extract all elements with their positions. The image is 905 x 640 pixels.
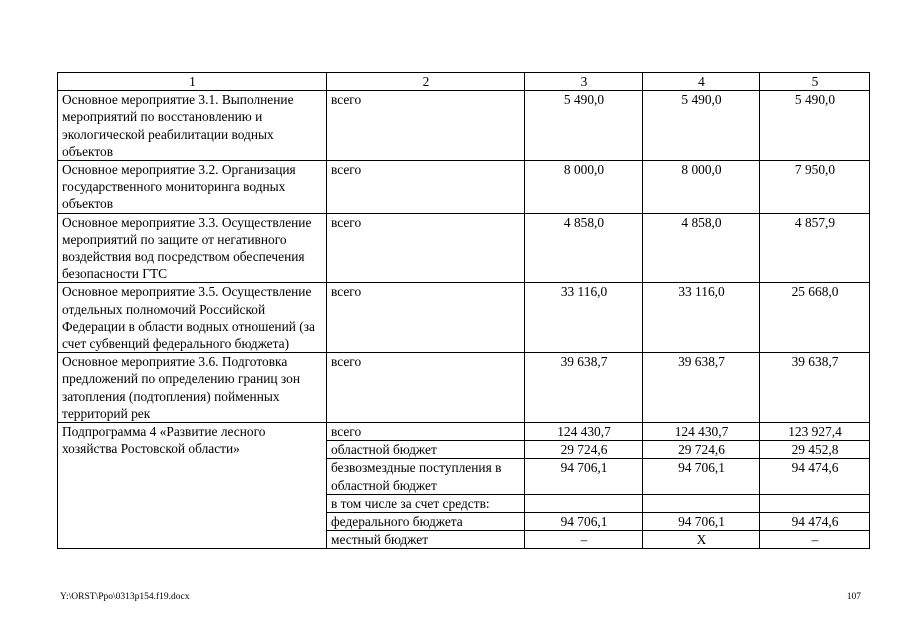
value-cell: 4 858,0	[525, 213, 643, 283]
value-cell: 124 430,7	[525, 423, 643, 441]
activity-name: Основное мероприятие 3.3. Осуществление мероприятий по защите от негативного воздействия вод посредством обеспечения безопасности ГТС	[58, 213, 327, 283]
value-cell: 8 000,0	[525, 161, 643, 214]
value-cell: –	[525, 531, 643, 549]
value-cell: 124 430,7	[643, 423, 760, 441]
funding-source: всего	[327, 423, 525, 441]
value-cell: Х	[643, 531, 760, 549]
value-cell: 29 452,8	[760, 441, 870, 459]
column-header: 1	[58, 73, 327, 91]
funding-source: всего	[327, 213, 525, 283]
value-cell: 7 950,0	[760, 161, 870, 214]
funding-source: всего	[327, 161, 525, 214]
value-cell: 94 706,1	[525, 459, 643, 494]
value-cell: 94 474,6	[760, 513, 870, 531]
value-cell: 25 668,0	[760, 283, 870, 353]
value-cell	[643, 494, 760, 512]
value-cell: 29 724,6	[643, 441, 760, 459]
table-row	[58, 423, 870, 441]
funding-source: всего	[327, 283, 525, 353]
value-cell: 123 927,4	[760, 423, 870, 441]
activity-name: Основное мероприятие 3.1. Выполнение мероприятий по восстановлению и экологической реабилитации водных объектов	[58, 91, 327, 161]
value-cell: 5 490,0	[643, 91, 760, 161]
value-cell: 33 116,0	[643, 283, 760, 353]
value-cell: 8 000,0	[643, 161, 760, 214]
value-cell: 4 858,0	[643, 213, 760, 283]
value-cell	[760, 494, 870, 512]
table-row	[58, 353, 870, 423]
table-header-row	[58, 73, 870, 91]
funding-source: всего	[327, 91, 525, 161]
value-cell	[525, 494, 643, 512]
table-row	[58, 283, 870, 353]
subprogram-name: Подпрограмма 4 «Развитие лесного хозяйства Ростовской области»	[58, 423, 327, 549]
value-cell: 5 490,0	[525, 91, 643, 161]
activity-name: Основное мероприятие 3.6. Подготовка предложений по определению границ зон затопления (подтопления) пойменных территорий рек	[58, 353, 327, 423]
funding-source: федерального бюджета	[327, 513, 525, 531]
table-row	[58, 213, 870, 283]
value-cell: 33 116,0	[525, 283, 643, 353]
page-number: 107	[846, 592, 861, 602]
value-cell: 39 638,7	[643, 353, 760, 423]
file-path: Y:\ORST\Ppo\0313p154.f19.docx	[60, 592, 190, 602]
value-cell: –	[760, 531, 870, 549]
value-cell: 29 724,6	[525, 441, 643, 459]
value-cell: 39 638,7	[525, 353, 643, 423]
column-header: 4	[643, 73, 760, 91]
activity-name: Основное мероприятие 3.2. Организация государственного мониторинга водных объектов	[58, 161, 327, 214]
value-cell: 94 706,1	[643, 459, 760, 494]
value-cell: 39 638,7	[760, 353, 870, 423]
column-header: 3	[525, 73, 643, 91]
value-cell: 94 474,6	[760, 459, 870, 494]
funding-source: всего	[327, 353, 525, 423]
column-header: 5	[760, 73, 870, 91]
column-header: 2	[327, 73, 525, 91]
activity-name: Основное мероприятие 3.5. Осуществление отдельных полномочий Российской Федерации в области водных отношений (за счет субвенций федерального бюджета)	[58, 283, 327, 353]
funding-source: в том числе за счет средств:	[327, 494, 525, 512]
funding-source: безвозмездные поступления в областной бюджет	[327, 459, 525, 494]
table-row	[58, 161, 870, 214]
value-cell: 94 706,1	[643, 513, 760, 531]
funding-source: областной бюджет	[327, 441, 525, 459]
value-cell: 5 490,0	[760, 91, 870, 161]
table-row	[58, 91, 870, 161]
value-cell: 94 706,1	[525, 513, 643, 531]
funding-source: местный бюджет	[327, 531, 525, 549]
budget-table	[57, 72, 870, 549]
value-cell: 4 857,9	[760, 213, 870, 283]
